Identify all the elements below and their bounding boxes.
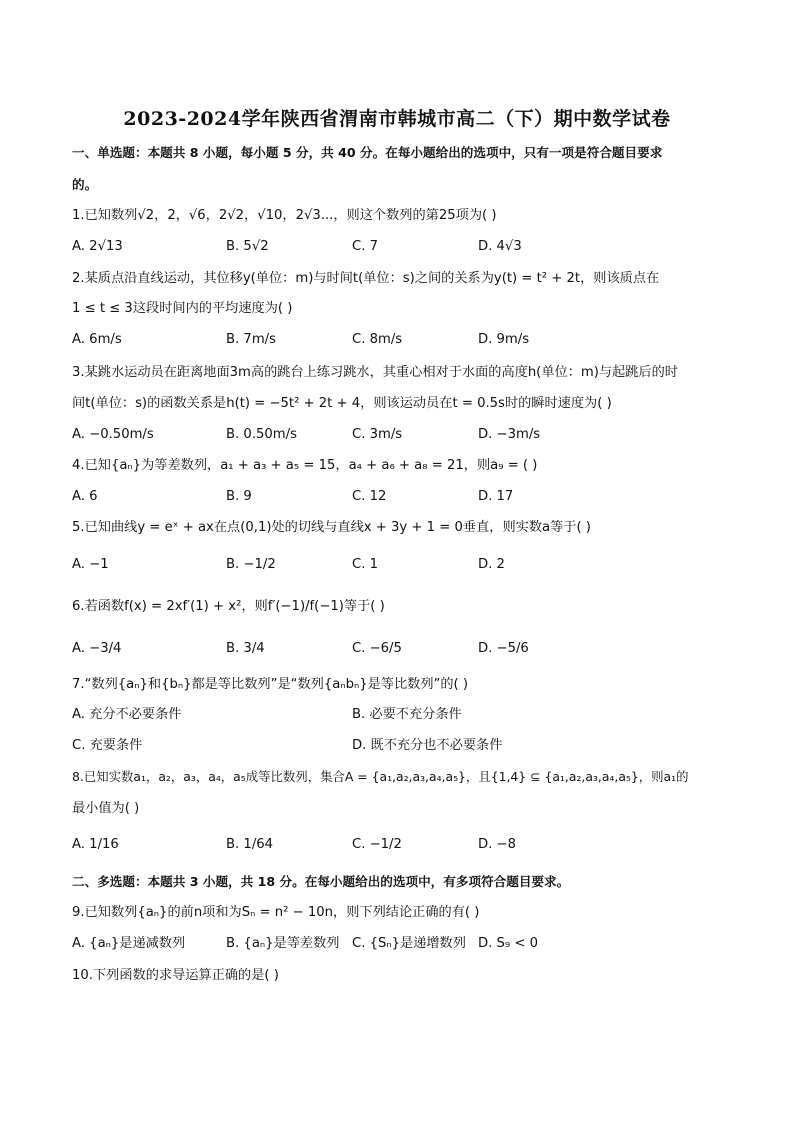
q5-option-c: C. 1 xyxy=(352,557,378,572)
q6-stem: 6.若函数f(x) = 2xf′(1) + x²，则f′(−1)/f(−1)等于( ) xyxy=(72,599,385,614)
exam-title: 2023-2024学年陕西省渭南市韩城市高二（下）期中数学试卷 xyxy=(123,108,671,130)
q6-option-b: B. 3/4 xyxy=(226,641,265,656)
q9-option-d: D. S₉ < 0 xyxy=(478,936,539,951)
q5-stem: 5.已知曲线y = eˣ + ax在点(0,1)处的切线与直线x + 3y + 1 = 0垂直，则实数a等于( ) xyxy=(72,520,591,535)
q6-option-c: C. −6/5 xyxy=(352,641,402,656)
q1-option-c: C. 7 xyxy=(352,239,378,254)
q2-option-d: D. 9m/s xyxy=(478,332,530,347)
q8-option-b: B. 1/64 xyxy=(226,837,274,852)
q7-option-d: D. 既不充分也不必要条件 xyxy=(352,738,503,753)
q6-option-d: D. −5/6 xyxy=(478,641,529,656)
section-2-header: 二、多选题：本题共 3 小题，共 18 分。在每小题给出的选项中，有多项符合题目要求。 xyxy=(72,874,570,889)
q8-stem: 8.已知实数a₁，a₂，a₃，a₄，a₅成等比数列，集合A = {a₁,a₂,a₃,a₄,a₅}，且{1,4} ⊆ {a₁,a₂,a₃,a₄,a₅}，则a₁的 xyxy=(72,769,689,784)
q10-stem: 10.下列函数的求导运算正确的是( ) xyxy=(72,968,279,983)
q2-option-a: A. 6m/s xyxy=(72,332,122,347)
section-1-header: 一、单选题：本题共 8 小题，每小题 5 分，共 40 分。在每小题给出的选项中，只有一项是符合题目要求 xyxy=(72,145,663,160)
section-1-header-cont: 的。 xyxy=(72,177,98,192)
q9-option-a: A. {aₙ}是递减数列 xyxy=(72,936,186,951)
q6-option-a: A. −3/4 xyxy=(72,641,122,656)
q3-stem: 3.某跳水运动员在距离地面3m高的跳台上练习跳水，其重心相对于水面的高度h(单位：m)与起跳后的时 xyxy=(72,365,678,380)
q2-stem: 2.某质点沿直线运动，其位移y(单位：m)与时间t(单位：s)之间的关系为y(t) = t² + 2t，则该质点在 xyxy=(72,271,660,286)
q1-stem: 1.已知数列√2，2，√6，2√2，√10，2√3...，则这个数列的第25项为( ) xyxy=(72,208,497,223)
q3-option-b: B. 0.50m/s xyxy=(226,427,297,442)
q1-option-b: B. 5√2 xyxy=(226,239,269,254)
q3-stem-cont: 间t(单位：s)的函数关系是h(t) = −5t² + 2t + 4，则该运动员在t = 0.5s时的瞬时速度为( ) xyxy=(72,396,612,411)
q2-option-b: B. 7m/s xyxy=(226,332,276,347)
q8-option-c: C. −1/2 xyxy=(352,837,402,852)
q3-option-a: A. −0.50m/s xyxy=(72,427,154,442)
q9-option-c: C. {Sₙ}是递增数列 xyxy=(352,936,466,951)
q8-option-d: D. −8 xyxy=(478,837,516,852)
q2-option-c: C. 8m/s xyxy=(352,332,403,347)
q7-option-b: B. 必要不充分条件 xyxy=(352,707,462,722)
q7-option-a: A. 充分不必要条件 xyxy=(72,707,182,722)
q5-option-d: D. 2 xyxy=(478,557,505,572)
q9-option-b: B. {aₙ}是等差数列 xyxy=(226,936,340,951)
q3-option-c: C. 3m/s xyxy=(352,427,403,442)
q9-stem: 9.已知数列{aₙ}的前n项和为Sₙ = n² − 10n，则下列结论正确的有( ) xyxy=(72,905,480,920)
q5-option-a: A. −1 xyxy=(72,557,109,572)
q8-stem-cont: 最小值为( ) xyxy=(72,801,140,816)
q4-stem: 4.已知{aₙ}为等差数列，a₁ + a₃ + a₅ = 15，a₄ + a₆ + a₈ = 21，则a₉ = ( ) xyxy=(72,458,538,473)
q5-option-b: B. −1/2 xyxy=(226,557,276,572)
q4-option-d: D. 17 xyxy=(478,489,514,504)
q4-option-b: B. 9 xyxy=(226,489,252,504)
q7-option-c: C. 充要条件 xyxy=(72,738,143,753)
q3-option-d: D. −3m/s xyxy=(478,427,541,442)
q4-option-c: C. 12 xyxy=(352,489,387,504)
q7-stem: 7.“数列{aₙ}和{bₙ}都是等比数列”是“数列{aₙbₙ}是等比数列”的( ) xyxy=(72,677,469,692)
q1-option-d: D. 4√3 xyxy=(478,239,522,254)
q8-option-a: A. 1/16 xyxy=(72,837,119,852)
q4-option-a: A. 6 xyxy=(72,489,98,504)
q2-stem-cont: 1 ≤ t ≤ 3这段时间内的平均速度为( ) xyxy=(72,301,293,316)
q1-option-a: A. 2√13 xyxy=(72,239,123,254)
